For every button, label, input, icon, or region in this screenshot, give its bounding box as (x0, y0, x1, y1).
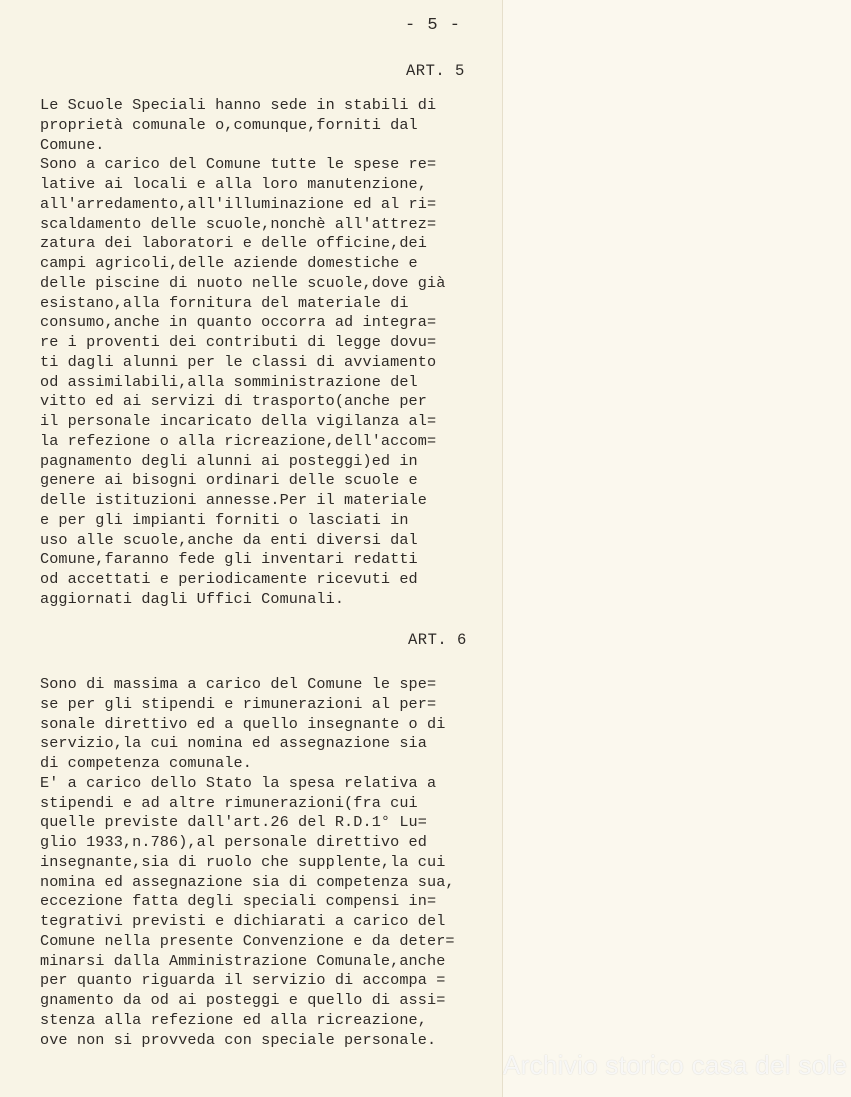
text-line: proprietà comunale o,comunque,forniti dal (40, 115, 418, 134)
text-line: genere ai bisogni ordinari delle scuole e (40, 471, 418, 490)
text-line: aggiornati dagli Uffici Comunali. (40, 589, 345, 608)
document-page-right (502, 0, 851, 1097)
text-line: eccezione fatta degli speciali compensi in= (40, 892, 437, 911)
text-line: delle istituzioni annesse.Per il materiale (40, 491, 427, 509)
text-line: delle piscine di nuoto nelle scuole,dove già (40, 273, 446, 292)
text-line: lative ai locali e alla loro manutenzione, (40, 175, 427, 193)
text-line: ove non si provveda con speciale personale. (40, 1030, 437, 1049)
text-line: stipendi e ad altre rimunerazioni(fra cui (40, 793, 418, 812)
text-line: campi agricoli,delle aziende domestiche e (40, 254, 418, 272)
text-line: vitto ed ai servizi di trasporto(anche per (40, 392, 427, 411)
text-line: se per gli stipendi e rimunerazioni al per= (40, 694, 437, 713)
text-line: od accettati e periodicamente ricevuti ed (40, 570, 418, 588)
text-line: il personale incaricato della vigilanza al= (40, 412, 437, 430)
page-number: - 5 - (405, 16, 462, 35)
text-line: Comune,faranno fede gli inventari redatti (40, 550, 418, 569)
article-6-body (40, 675, 455, 1050)
text-line: quelle previste dall'art.26 del R.D.1° Lu= (40, 813, 427, 832)
text-line: E' a carico dello Stato la spesa relativa a (40, 773, 437, 792)
text-line: zatura dei laboratori e delle officine,dei (40, 234, 427, 253)
text-line: servizio,la cui nomina ed assegnazione sia (40, 734, 427, 753)
text-line: di competenza comunale. (40, 754, 252, 772)
text-line: consumo,anche in quanto occorra ad integra= (40, 313, 437, 332)
text-line: uso alle scuole,anche da enti diversi dal (40, 530, 418, 549)
archive-watermark: Archivio storico casa del sole (503, 1050, 848, 1080)
text-line: all'arredamento,all'illuminazione ed al ri= (40, 194, 437, 213)
text-line: e per gli impianti forniti o lasciati in (40, 510, 409, 529)
text-line: stenza alla refezione ed alla ricreazione, (40, 1010, 427, 1029)
text-line: sonale direttivo ed a quello insegnante o di (40, 714, 446, 733)
text-line: gnamento da od ai posteggi e quello di assi= (40, 991, 446, 1009)
text-line: esistano,alla fornitura del materiale di (40, 293, 409, 312)
text-line: od assimilabili,alla somministrazione del (40, 372, 418, 391)
article-5-heading: ART. 5 (406, 62, 465, 80)
article-6-heading: ART. 6 (408, 631, 467, 649)
text-line: scaldamento delle scuole,nonchè all'attrez= (40, 214, 437, 233)
text-line: Comune nella presente Convenzione e da deter= (40, 931, 455, 950)
text-line: Comune. (40, 135, 105, 154)
text-line: Sono di massima a carico del Comune le spe= (40, 675, 437, 693)
article-5-body (40, 96, 445, 610)
text-line: minarsi dalla Amministrazione Comunale,anche (40, 951, 446, 970)
text-line: per quanto riguarda il servizio di accompa = (40, 971, 446, 990)
text-line: glio 1933,n.786),al personale direttivo ed (40, 833, 427, 851)
text-line: nomina ed assegnazione sia di competenza sua, (40, 872, 455, 891)
text-line: tegrativi previsti e dichiarati a carico del (40, 912, 446, 930)
text-line: re i proventi dei contributi di legge dovu= (40, 333, 437, 351)
text-line: insegnante,sia di ruolo che supplente,la cui (40, 852, 446, 871)
text-line: Sono a carico del Comune tutte le spese re= (40, 155, 437, 174)
text-line: la refezione o alla ricreazione,dell'accom= (40, 431, 437, 450)
text-line: ti dagli alunni per le classi di avviamento (40, 352, 437, 371)
text-line: Le Scuole Speciali hanno sede in stabili di (40, 96, 437, 114)
text-line: pagnamento degli alunni ai posteggi)ed in (40, 451, 418, 470)
